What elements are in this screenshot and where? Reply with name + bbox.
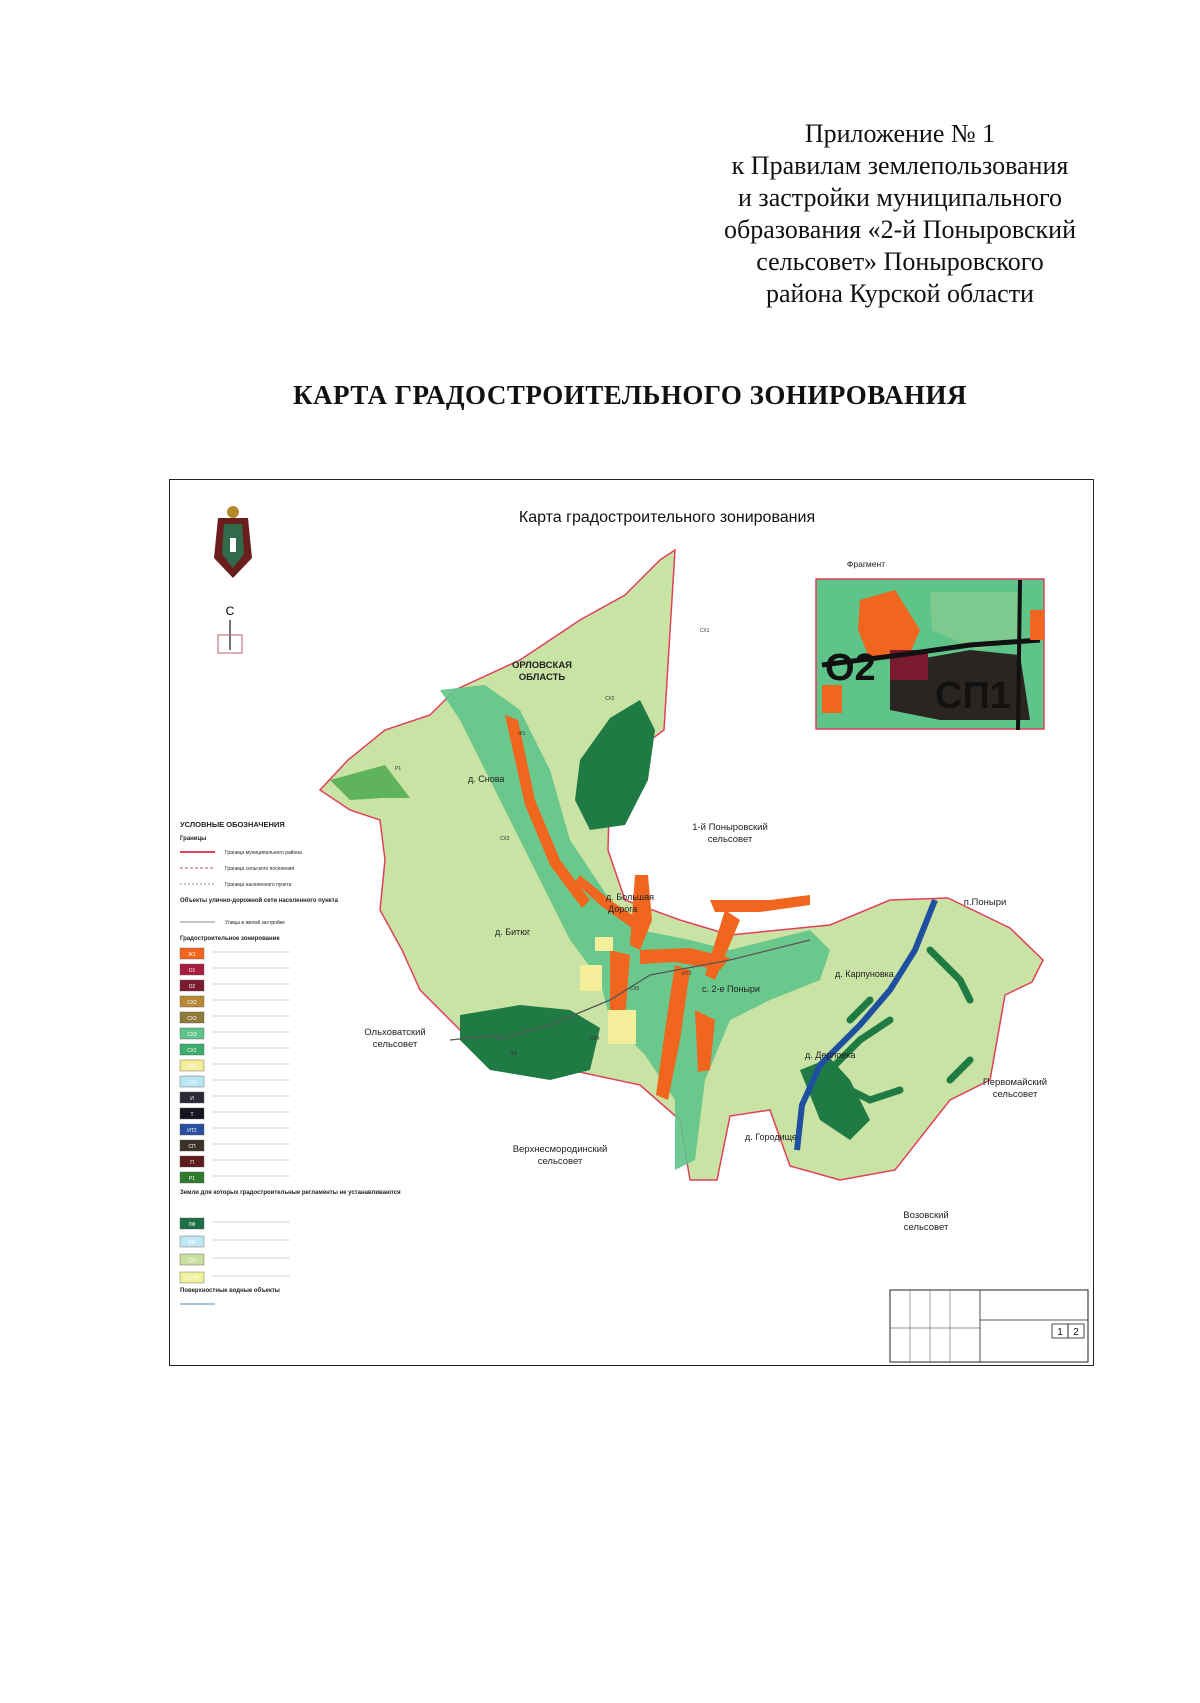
legend-swatch-code: Р1 (188, 1176, 196, 1182)
fragment-caption: Фрагмент (846, 559, 886, 569)
legend-swatch-code: СХ3 (187, 1032, 197, 1038)
legend-swatch-code: О2 (188, 984, 196, 990)
legend-land-list (180, 1218, 290, 1283)
legend-swatch-code: О1 (188, 968, 196, 974)
region-label: сельсовет (707, 834, 753, 845)
zone-tag: ЛФ (510, 1051, 518, 1057)
legend-section: Объекты улично-дорожной сети населенного пункта (180, 898, 339, 904)
settlement-label: д. Большая (606, 892, 655, 902)
zone-tag: СХ1 (700, 628, 710, 634)
region-label: п.Поныри (963, 897, 1007, 908)
legend-item: Улицы в жилой застройке (225, 920, 285, 926)
legend (180, 820, 401, 1304)
legend-swatch-code: ИТ2 (187, 1128, 197, 1134)
appendix-line: образования «2-й Поныровский (723, 215, 1076, 244)
fragment-zone-label: СП1 (935, 675, 1011, 717)
appendix-line: сельсовет» Поныровского (756, 247, 1044, 276)
north-label: С (225, 604, 235, 618)
legend-title: УСЛОВНЫЕ ОБОЗНАЧЕНИЯ (180, 820, 285, 829)
legend-item: Граница населенного пункта (225, 882, 292, 888)
appendix-header (680, 118, 1120, 310)
legend-section: Границы (180, 836, 207, 842)
document-title: КАРТА ГРАДОСТРОИТЕЛЬНОГО ЗОНИРОВАНИЯ (292, 380, 968, 410)
appendix-line: к Правилам землепользования (731, 151, 1069, 180)
legend-section: Поверхностные водные объекты (180, 1288, 280, 1294)
legend-item: Граница сельского поселения (225, 866, 295, 872)
region-label: сельсовет (903, 1222, 949, 1233)
legend-swatch-code: СХ1 (187, 1048, 197, 1054)
legend-zone-list (180, 948, 290, 1183)
settlement-label: д. Дерловка (805, 1050, 856, 1060)
legend-section: Градостроительное зонирование (180, 936, 280, 942)
stamp-sheets: 2 (1073, 1327, 1079, 1338)
legend-swatch-code: П (190, 1160, 194, 1166)
settlement-label: д. Карпуновка (835, 969, 894, 979)
settlement-label: д. Битюг (495, 927, 531, 937)
region-label: сельсовет (992, 1089, 1038, 1100)
stamp-sheet: 1 (1057, 1327, 1063, 1338)
zone-tag: СХ3 (500, 836, 510, 842)
fragment-inset (816, 559, 1044, 730)
zone-tag: СХ4 (590, 1036, 600, 1042)
region-label: 1-й Поныровский (692, 822, 768, 833)
legend-swatch-code: СХ2 (187, 1016, 197, 1022)
region-label: ОРЛОВСКАЯ (511, 660, 573, 671)
coat-of-arms-icon (214, 506, 252, 578)
legend-swatch-code: СХ5 (187, 1080, 197, 1086)
legend-swatch-code: ЛФ (188, 1222, 196, 1228)
settlement-label: Дорога (608, 904, 638, 914)
zone-tag: СХ2 (605, 696, 615, 702)
map-frame (169, 479, 1094, 1366)
legend-swatch-code: СХ4 (187, 1064, 197, 1070)
legend-swatch-code: СХ2 (187, 1000, 197, 1006)
fragment-zone-label: О2 (825, 647, 876, 689)
region-label: Ольховатский (364, 1027, 426, 1038)
settlement-label: с. 2-е Поныри (702, 984, 760, 994)
legend-swatch-code: ВФ (188, 1240, 196, 1246)
legend-item: Граница муниципального района (225, 850, 302, 856)
appendix-line: Приложение № 1 (804, 119, 996, 148)
legend-swatch-code: Ж1 (188, 952, 196, 958)
north-arrow-icon (218, 604, 242, 653)
region-label: ОБЛАСТЬ (518, 672, 566, 683)
zoning-map (170, 480, 1093, 1365)
region-label: Верхнесмородинский (512, 1144, 608, 1155)
appendix-line: района Курской области (766, 279, 1034, 308)
map-title: Карта градостроительного зонирования (518, 509, 816, 526)
region-label: Возовский (903, 1210, 949, 1221)
region-label: Первомайский (982, 1077, 1048, 1088)
zone-tag: Р1 (395, 766, 402, 772)
legend-swatch-code: СХ1 (187, 1258, 197, 1264)
legend-swatch-code: И (190, 1096, 194, 1102)
legend-swatch-code: ООПТ (184, 1276, 200, 1282)
legend-swatch-code: Т (190, 1112, 194, 1118)
region-label: сельсовет (537, 1156, 583, 1167)
zone-tag: СХ5 (630, 986, 640, 992)
forest-southwest (460, 1005, 600, 1080)
appendix-line: и застройки муниципального (738, 183, 1062, 212)
settlement-label: д. Снова (468, 774, 505, 784)
legend-section: Земли для которых градостроительные регламенты не устанавливаются (180, 1190, 401, 1196)
zone-tag: Ж1 (518, 731, 526, 737)
settlement-label: д. Городище (745, 1132, 797, 1142)
legend-swatch-code: СП (188, 1144, 196, 1150)
title-block-stamp (890, 1290, 1088, 1362)
region-label: сельсовет (372, 1039, 418, 1050)
zone-tag: ИТ2 (682, 971, 692, 977)
